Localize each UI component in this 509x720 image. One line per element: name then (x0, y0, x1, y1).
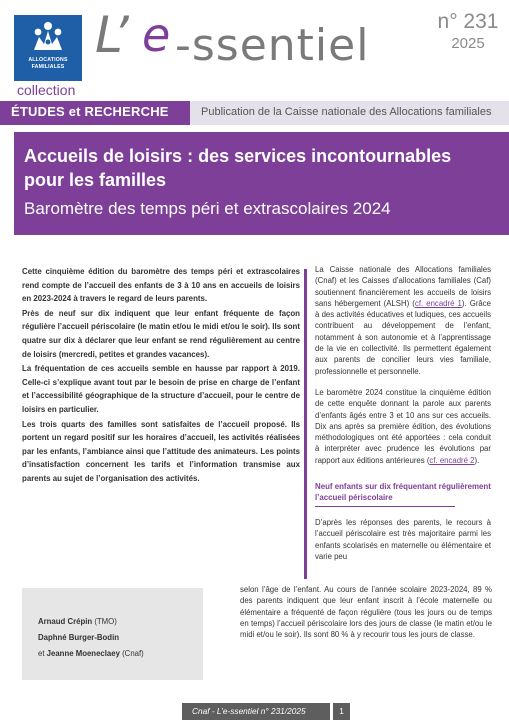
page-subtitle: Baromètre des temps péri et extrascolaires 2024 (24, 199, 391, 218)
page-number-box (333, 703, 350, 720)
author-prefix: et (38, 649, 47, 658)
body-text: Le baromètre 2024 constitue la cinquième édition de cette enquête donnant la parole aux parents d’enfants âgés entre 3 et 10 ans sur ces accueils. Dix ans après sa première édition, des évolutions méthodologiques ont été apportées : cela conduit à interpréter avec prudence les évolutions par rapport aux éditions antérieures ( (315, 387, 491, 465)
section-label: ÉTUDES et RECHERCHE (11, 104, 169, 119)
bottom-paragraph-block (240, 584, 492, 640)
body-text: La Caisse nationale des Allocations familiales (Cnaf) et les Caisses d’allocations familiales (Caf) soutiennent financièrement les accueils de loisirs sans hébergement (ALSH) ( (315, 265, 491, 308)
box-2-link[interactable]: cf. encadré 2 (429, 455, 475, 465)
intro-paragraph: Près de neuf sur dix indiquent que leur enfant fréquente de façon régulière l’accueil périscolaire (le matin et/ou le midi et/ou le soir). Ils sont quatre sur dix à déclarer que leur enfant se rend régulièrement au centre de loisirs (mercredi, petites et grandes vacances). (22, 308, 300, 359)
family-logo-icon (30, 20, 66, 54)
brand-e: e (142, 8, 171, 62)
section-subheading: Neuf enfants sur dix fréquentant régulièrement l’accueil périscolaire (315, 482, 491, 503)
column-divider (304, 269, 307, 579)
page-title: Accueils de loisirs : des services incontournables pour les familles (24, 146, 452, 190)
body-paragraph (315, 387, 491, 466)
brand-ssentiel: -ssentiel (175, 20, 370, 71)
author-name: Daphné Burger-Bodin (38, 633, 119, 642)
right-column (315, 264, 491, 562)
author-line (38, 649, 144, 658)
intro-summary (22, 265, 300, 487)
intro-paragraph: Cette cinquième édition du baromètre des temps péri et extrascolaires rend compte de l’accueil des enfants de 3 à 10 ans en accueils de loisirs en 2023-2024 à travers le regard de leurs parents. (22, 267, 300, 304)
section-bar (0, 101, 190, 125)
subheading-rule (315, 506, 455, 507)
issue-info (435, 10, 501, 54)
body-text: ). (474, 455, 480, 465)
body-text: ). Grâce à des activités éducatives et ludiques, ces accueils contribuent au développement de l’enfant, notamment à son autonomie et à l’apprentissage de la vie en collectivité. Ils permettent également aux parents de concilier leurs vies familiale, professionnelle et personnelle. (315, 298, 491, 376)
author-name: Arnaud Crépin (38, 617, 93, 626)
authors-box (22, 588, 203, 680)
author-name: Jeanne Moeneclaey (46, 649, 120, 658)
brand-l: L’ (95, 6, 128, 64)
publication-brand (95, 6, 425, 86)
caf-logo (14, 15, 82, 81)
footer-label: Cnaf - L’e-ssentiel n° 231/2025 (192, 706, 306, 716)
issue-number: n° 231 (437, 10, 499, 33)
publisher-line: Publication de la Caisse nationale des Allocations familiales (201, 106, 492, 118)
page-number: 1 (339, 706, 344, 716)
body-paragraph: selon l’âge de l’enfant. Au cours de l’année scolaire 2023-2024, 89 % des parents indiquent que leur enfant inscrit à l’école maternelle ou élémentaire a fréquenté de façon régulière (tous les jours ou de temps en temps) l’accueil périscolaire lors des jours de classe (le matin et/ou le midi et/ou le soir). Ils sont 80 % à y recourir tous les jours de classe. (240, 585, 492, 640)
body-paragraph (315, 264, 491, 377)
intro-paragraph: Les trois quarts des familles sont satisfaites de l’accueil proposé. Ils portent un regard positif sur les horaires d’accueil, les activités réalisées par les enfants, l’ambiance ainsi que l’attitude des animateurs. Les points d’insatisfaction concernent les tarifs et l’information transmise aux parents au sujet de l’organisation des activités. (22, 419, 300, 483)
author-line (38, 617, 117, 626)
publisher-bar (190, 101, 509, 125)
collection-label: collection (17, 82, 76, 98)
author-affiliation: (Cnaf) (119, 649, 144, 658)
issue-year: 2025 (451, 35, 485, 52)
logo-text: ALLOCATIONS FAMILIALES (28, 57, 68, 70)
title-band (14, 132, 509, 235)
footer-label-box (182, 703, 330, 720)
body-paragraph: D’après les réponses des parents, le recours à l’accueil périscolaire est très majoritaire parmi les enfants scolarisés en maternelle ou élémentaire et varie peu (315, 518, 491, 561)
author-line (38, 633, 119, 642)
author-affiliation: (TMO) (92, 617, 117, 626)
box-1-link[interactable]: cf. encadré 1 (414, 298, 462, 308)
intro-paragraph: La fréquentation de ces accueils semble en hausse par rapport à 2019. Celle-ci s’explique avant tout par le besoin de prise en charge de l’enfant et l’accessibilité géographique de la structure d’accueil, pour le centre de loisirs en particulier. (22, 364, 300, 414)
